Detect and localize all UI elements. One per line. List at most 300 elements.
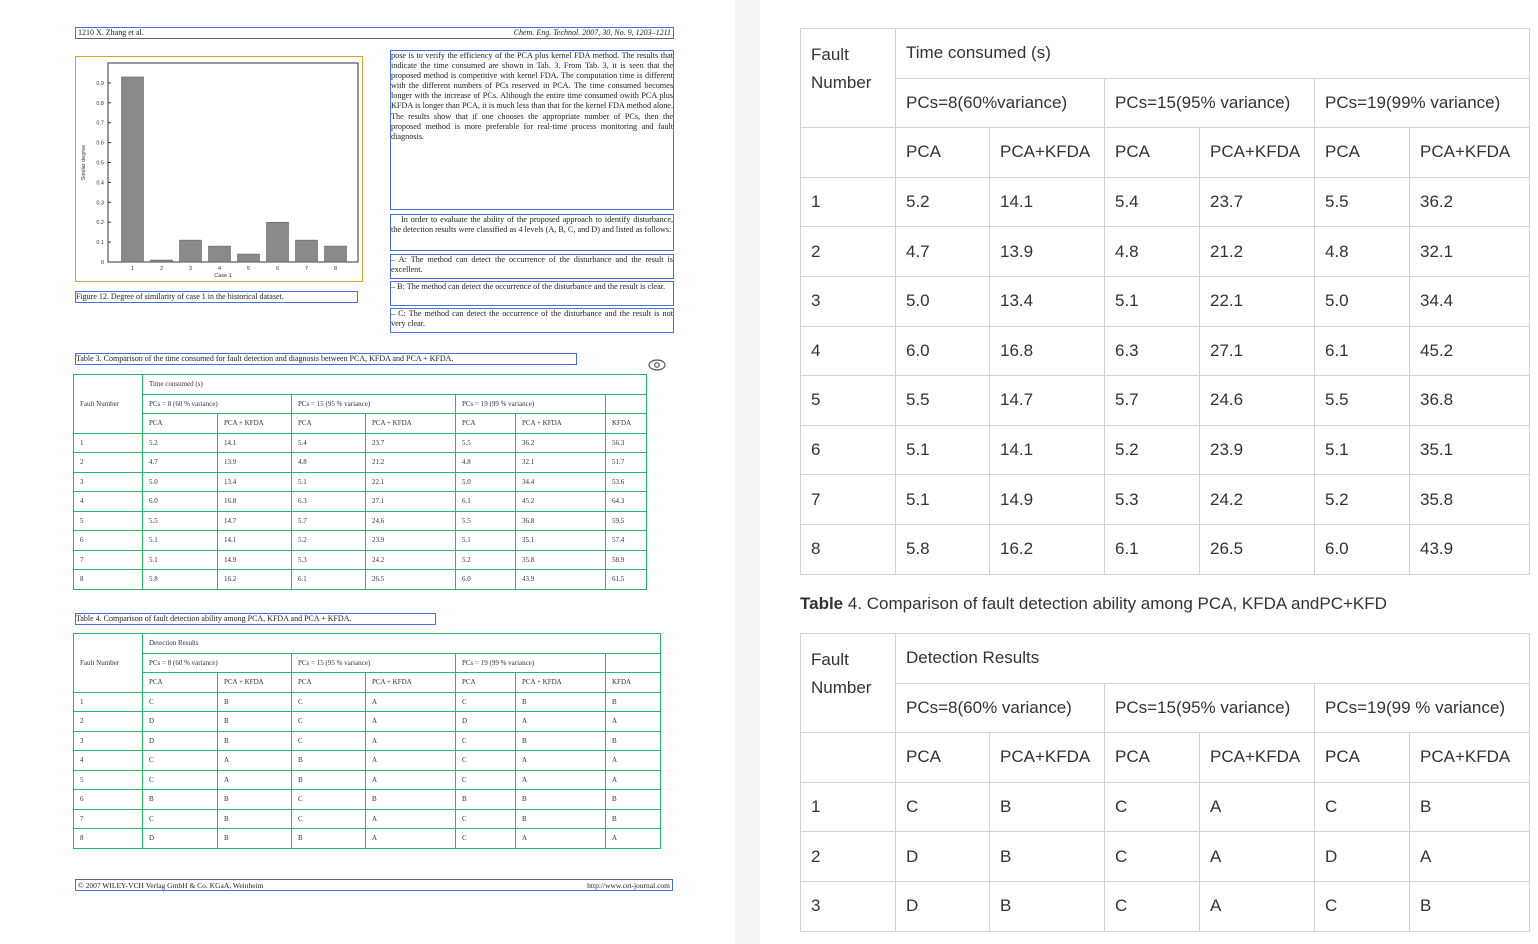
x-tick-label: 4 xyxy=(217,266,222,272)
value-cell: A xyxy=(1200,782,1315,832)
header-right: Chem. Eng. Technol. 2007, 30, No. 9, 1203–1211 xyxy=(513,28,671,37)
table-row[interactable] xyxy=(801,881,1530,931)
table-row[interactable] xyxy=(74,790,661,810)
value-cell: D xyxy=(143,712,218,732)
value-cell: C xyxy=(1105,782,1200,832)
value-cell: B xyxy=(516,809,606,829)
value-cell: 26.5 xyxy=(1200,524,1315,574)
value-cell: A xyxy=(366,809,456,829)
value-cell: B xyxy=(1410,881,1530,931)
fault-number-cell: 1 xyxy=(74,433,143,453)
fault-number-cell: 8 xyxy=(74,829,143,849)
fault-number-cell: 6 xyxy=(74,790,143,810)
value-cell: A xyxy=(606,751,661,771)
value-cell: 14.1 xyxy=(990,177,1105,227)
value-cell: 14.1 xyxy=(990,425,1105,475)
value-cell: 6.1 xyxy=(292,570,366,590)
header-row xyxy=(74,394,647,414)
table-row[interactable] xyxy=(74,453,647,473)
bar-case-2 xyxy=(151,260,173,262)
x-tick-label: 8 xyxy=(333,266,338,272)
value-cell: 5.1 xyxy=(1105,276,1200,326)
value-cell: A xyxy=(366,692,456,712)
bullet-level-c[interactable]: – C: The method can detect the occurrence of the disturbance and the result is not very clear. xyxy=(390,308,674,333)
header-row xyxy=(801,29,1530,79)
fault-number-cell: 5 xyxy=(74,511,143,531)
pcs-group-header: PCs=19(99% variance) xyxy=(1315,78,1530,128)
value-cell: 13.9 xyxy=(990,227,1105,277)
header-row xyxy=(801,733,1530,783)
value-cell: A xyxy=(1200,881,1315,931)
value-cell: 53.6 xyxy=(606,472,647,492)
value-cell: B xyxy=(218,731,292,751)
pcs-group-header: PCs = 8 (60 % variance) xyxy=(143,394,292,414)
value-cell: 5.5 xyxy=(456,433,516,453)
caption-bold: Table xyxy=(800,594,844,613)
value-cell: 4.7 xyxy=(896,227,990,277)
table-row[interactable] xyxy=(801,475,1530,525)
value-cell: 16.8 xyxy=(990,326,1105,376)
value-cell: B xyxy=(516,692,606,712)
method-header: PCA + KFDA xyxy=(218,414,292,434)
value-cell: D xyxy=(896,881,990,931)
value-cell: C xyxy=(292,692,366,712)
group-header: Detection Results xyxy=(143,634,661,654)
value-cell: 5.5 xyxy=(896,376,990,426)
value-cell: 22.1 xyxy=(1200,276,1315,326)
value-cell: A xyxy=(366,751,456,771)
pcs-group-header: PCs=19(99 % variance) xyxy=(1315,683,1530,733)
value-cell: 14.1 xyxy=(218,531,292,551)
value-cell: B xyxy=(218,790,292,810)
header-row xyxy=(801,683,1530,733)
header-row xyxy=(801,128,1530,178)
table-row[interactable] xyxy=(801,326,1530,376)
table-row[interactable] xyxy=(74,731,661,751)
value-cell: 14.1 xyxy=(218,433,292,453)
bar-case-5 xyxy=(238,254,260,262)
fault-number-cell: 2 xyxy=(74,453,143,473)
fault-number-cell: 6 xyxy=(74,531,143,551)
value-cell: 14.7 xyxy=(218,511,292,531)
value-cell: B xyxy=(606,790,661,810)
bar-case-7 xyxy=(296,240,318,262)
plot-frame xyxy=(108,63,358,262)
table-row[interactable] xyxy=(74,692,661,712)
bar-case-6 xyxy=(267,222,289,262)
value-cell: C xyxy=(143,692,218,712)
table-row[interactable] xyxy=(74,433,647,453)
method-header: KFDA xyxy=(606,414,647,434)
value-cell: 27.1 xyxy=(1200,326,1315,376)
fault-number-header: Fault Number xyxy=(74,634,143,693)
header-row xyxy=(74,653,661,673)
value-cell: 59.5 xyxy=(606,511,647,531)
value-cell: 6.1 xyxy=(456,492,516,512)
value-cell: 6.1 xyxy=(1105,524,1200,574)
pcs-group-header: PCs=15(95% variance) xyxy=(1105,683,1315,733)
value-cell: C xyxy=(1105,832,1200,882)
y-tick-label: 0.2 xyxy=(96,220,104,227)
value-cell: A xyxy=(1200,832,1315,882)
value-cell: 4.8 xyxy=(292,453,366,473)
x-axis-label: Case 1 xyxy=(214,273,232,279)
bar-case-4 xyxy=(209,246,231,262)
value-cell: 5.2 xyxy=(1315,475,1410,525)
header-row xyxy=(74,414,647,434)
table-row[interactable] xyxy=(74,809,661,829)
value-cell: A xyxy=(366,712,456,732)
table-row[interactable] xyxy=(801,227,1530,277)
y-axis-label: Similar degree xyxy=(81,144,87,181)
method-header: PCA+KFDA xyxy=(1200,128,1315,178)
header-row xyxy=(801,634,1530,684)
page-footer xyxy=(75,879,673,891)
eye-icon[interactable] xyxy=(648,358,666,372)
value-cell: B xyxy=(456,790,516,810)
value-cell: A xyxy=(606,829,661,849)
value-cell: 5.1 xyxy=(896,475,990,525)
bar-case-8 xyxy=(325,246,347,262)
empty-header-cell xyxy=(606,653,661,673)
x-tick-label: 1 xyxy=(130,266,135,272)
value-cell: 5.4 xyxy=(292,433,366,453)
figure-12-caption[interactable]: Figure 12. Degree of similarity of case 1 in the historical dataset. xyxy=(75,291,358,303)
pcs-group-header: PCs=15(95% variance) xyxy=(1105,78,1315,128)
y-tick-label: 0 xyxy=(100,260,104,266)
value-cell: 58.9 xyxy=(606,550,647,570)
value-cell: 5.3 xyxy=(292,550,366,570)
value-cell: 21.2 xyxy=(366,453,456,473)
table-row[interactable] xyxy=(74,751,661,771)
value-cell: 32.1 xyxy=(1410,227,1530,277)
table-row[interactable] xyxy=(74,550,647,570)
value-cell: 4.7 xyxy=(143,453,218,473)
value-cell: C xyxy=(292,712,366,732)
figure-12-chart xyxy=(76,57,362,281)
table-row[interactable] xyxy=(801,376,1530,426)
table-row[interactable] xyxy=(74,829,661,849)
x-tick-label: 5 xyxy=(246,266,251,272)
x-tick-label: 7 xyxy=(304,266,309,272)
value-cell: 45.2 xyxy=(516,492,606,512)
fault-number-cell: 1 xyxy=(74,692,143,712)
value-cell: A xyxy=(218,770,292,790)
pdf-table-4[interactable] xyxy=(73,633,661,849)
value-cell: B xyxy=(218,809,292,829)
pcs-group-header: PCs=8(60% variance) xyxy=(896,683,1105,733)
table-row[interactable] xyxy=(74,770,661,790)
value-cell: 23.7 xyxy=(366,433,456,453)
table-row[interactable] xyxy=(74,570,647,590)
value-cell: A xyxy=(606,770,661,790)
value-cell: 45.2 xyxy=(1410,326,1530,376)
value-cell: 35.8 xyxy=(516,550,606,570)
value-cell: 5.7 xyxy=(292,511,366,531)
value-cell: 34.4 xyxy=(1410,276,1530,326)
value-cell: 34.4 xyxy=(516,472,606,492)
method-header: PCA+KFDA xyxy=(1410,128,1530,178)
value-cell: 16.2 xyxy=(990,524,1105,574)
paragraph-detection-levels[interactable]: In order to evaluate the ability of the proposed approach to identify disturbance, the detection results were classified as 4 levels (A, B, C, and D) and listed as follows: xyxy=(390,214,674,251)
extracted-table-3[interactable] xyxy=(800,28,1530,575)
value-cell: 36.8 xyxy=(516,511,606,531)
table-row[interactable] xyxy=(801,425,1530,475)
paragraph-time-consumed[interactable]: pose is to verify the efficiency of the PCA plus kernel FDA method. The results that indicate the time consumed are shown in Tab. 3. From Tab. 3, it is seen that the proposed method is competitive with kernel FDA. The computation time is different with the different numbers of PCs reserved in PCA. The time consumed becomes longer with the increase of PCs. Although the entire time consumed owith PCA plus KFDA is longer than PCA, it is much less than that for the kernel FDA method alone. The results show that if one chooses the appropriate number of PCs, then the proposed method is more preferable for real-time process monitoring and fault diagnosis. xyxy=(390,50,674,210)
fault-number-cell: 5 xyxy=(74,770,143,790)
bar-case-1 xyxy=(122,77,144,262)
value-cell: B xyxy=(606,731,661,751)
value-cell: 5.1 xyxy=(143,550,218,570)
value-cell: B xyxy=(218,692,292,712)
fault-number-cell: 3 xyxy=(74,731,143,751)
value-cell: 5.8 xyxy=(896,524,990,574)
value-cell: 5.1 xyxy=(1315,425,1410,475)
value-cell: 5.2 xyxy=(292,531,366,551)
value-cell: 4.8 xyxy=(456,453,516,473)
table-row[interactable] xyxy=(74,531,647,551)
value-cell: 5.3 xyxy=(1105,475,1200,525)
extracted-table-4-caption xyxy=(800,594,1387,614)
value-cell: 4.8 xyxy=(1315,227,1410,277)
x-tick-label: 3 xyxy=(188,266,193,272)
value-cell: B xyxy=(606,809,661,829)
value-cell: 5.0 xyxy=(456,472,516,492)
value-cell: 5.2 xyxy=(1105,425,1200,475)
value-cell: C xyxy=(456,751,516,771)
value-cell: C xyxy=(292,731,366,751)
method-header: PCA + KFDA xyxy=(366,673,456,693)
value-cell: 13.4 xyxy=(218,472,292,492)
value-cell: 6.0 xyxy=(1315,524,1410,574)
value-cell: 51.7 xyxy=(606,453,647,473)
fault-number-cell: 6 xyxy=(801,425,896,475)
pane-divider[interactable] xyxy=(735,0,760,944)
value-cell: A xyxy=(516,829,606,849)
value-cell: 5.5 xyxy=(456,511,516,531)
value-cell: C xyxy=(143,770,218,790)
table-row[interactable] xyxy=(801,782,1530,832)
value-cell: 14.9 xyxy=(990,475,1105,525)
fault-number-cell: 8 xyxy=(74,570,143,590)
value-cell: 5.5 xyxy=(1315,376,1410,426)
method-header: PCA xyxy=(1105,128,1200,178)
bullet-level-a[interactable]: – A: The method can detect the occurrence of the disturbance and the result is excellent. xyxy=(390,254,674,279)
value-cell: 14.7 xyxy=(990,376,1105,426)
footer-right: http://www.cet-journal.com xyxy=(587,881,670,890)
value-cell: C xyxy=(1315,881,1410,931)
value-cell: A xyxy=(218,751,292,771)
y-tick-label: 0.6 xyxy=(96,140,104,147)
value-cell: 24.6 xyxy=(366,511,456,531)
table-3-caption[interactable]: Table 3. Comparison of the time consumed for fault detection and diagnosis between PCA, KFDA and PCA + KFDA. xyxy=(75,353,577,365)
value-cell: C xyxy=(456,829,516,849)
fault-number-cell: 4 xyxy=(74,751,143,771)
value-cell: 35.1 xyxy=(1410,425,1530,475)
method-header: PCA+KFDA xyxy=(1410,733,1530,783)
value-cell: C xyxy=(292,790,366,810)
table-row[interactable] xyxy=(801,177,1530,227)
value-cell: 61.5 xyxy=(606,570,647,590)
fault-number-cell: 4 xyxy=(801,326,896,376)
value-cell: B xyxy=(366,790,456,810)
pcs-group-header: PCs = 19 (99 % variance) xyxy=(456,394,606,414)
table-4-caption[interactable]: Table 4. Comparison of fault detection ability among PCA, KFDA and PCA + KFDA. xyxy=(75,613,436,625)
table-row[interactable] xyxy=(74,511,647,531)
value-cell: 5.7 xyxy=(1105,376,1200,426)
value-cell: A xyxy=(1410,832,1530,882)
value-cell: 22.1 xyxy=(366,472,456,492)
method-header: PCA + KFDA xyxy=(516,673,606,693)
fault-number-cell: 1 xyxy=(801,782,896,832)
bullet-level-b[interactable]: – B: The method can detect the occurrence of the disturbance and the result is clear. xyxy=(390,281,674,306)
method-header: PCA xyxy=(456,673,516,693)
value-cell: 5.1 xyxy=(143,531,218,551)
fault-number-cell: 2 xyxy=(801,227,896,277)
pdf-table-3[interactable] xyxy=(73,374,647,590)
page-header xyxy=(75,27,674,39)
value-cell: 5.1 xyxy=(292,472,366,492)
value-cell: C xyxy=(456,731,516,751)
value-cell: 13.9 xyxy=(218,453,292,473)
table-row[interactable] xyxy=(74,492,647,512)
pcs-group-header: PCs=8(60%variance) xyxy=(896,78,1105,128)
pdf-page-view[interactable] xyxy=(0,0,760,944)
method-header: PCA+KFDA xyxy=(990,733,1105,783)
footer-left: © 2007 WILEY-VCH Verlag GmbH & Co. KGaA, Weinheim xyxy=(78,881,264,890)
header-row xyxy=(74,673,661,693)
value-cell: B xyxy=(218,712,292,732)
y-tick-label: 0.5 xyxy=(96,160,104,167)
value-cell: D xyxy=(143,731,218,751)
pcs-group-header: PCs = 8 (60 % variance) xyxy=(143,653,292,673)
method-header: PCA xyxy=(456,414,516,434)
value-cell: 26.5 xyxy=(366,570,456,590)
value-cell: 23.9 xyxy=(1200,425,1315,475)
group-header: Detection Results xyxy=(896,634,1530,684)
value-cell: B xyxy=(990,881,1105,931)
value-cell: 27.1 xyxy=(366,492,456,512)
value-cell: B xyxy=(292,829,366,849)
method-header: PCA xyxy=(896,128,990,178)
fault-number-cell: 2 xyxy=(801,832,896,882)
fault-number-cell: 8 xyxy=(801,524,896,574)
value-cell: C xyxy=(456,692,516,712)
method-header: PCA xyxy=(143,673,218,693)
value-cell: B xyxy=(606,692,661,712)
figure-12-box[interactable] xyxy=(75,56,363,282)
value-cell: 24.2 xyxy=(366,550,456,570)
value-cell: 6.0 xyxy=(143,492,218,512)
extracted-content-view[interactable] xyxy=(760,0,1538,944)
table-row[interactable] xyxy=(801,276,1530,326)
table-row[interactable] xyxy=(74,472,647,492)
fault-number-cell: 3 xyxy=(801,276,896,326)
x-tick-label: 6 xyxy=(275,266,280,272)
y-tick-label: 0.4 xyxy=(96,180,104,187)
value-cell: B xyxy=(143,790,218,810)
value-cell: 23.9 xyxy=(366,531,456,551)
value-cell: 5.2 xyxy=(896,177,990,227)
caption-rest: 4. Comparison of fault detection ability among PCA, KFDA andPC+KFD xyxy=(843,594,1387,613)
value-cell: 5.0 xyxy=(896,276,990,326)
method-header: PCA xyxy=(1315,128,1410,178)
value-cell: 35.1 xyxy=(516,531,606,551)
value-cell: 32.1 xyxy=(516,453,606,473)
x-tick-label: 2 xyxy=(159,266,164,272)
pcs-group-header: PCs = 15 (95 % variance) xyxy=(292,394,456,414)
value-cell: 5.4 xyxy=(1105,177,1200,227)
method-header: PCA+KFDA xyxy=(990,128,1105,178)
value-cell: 6.0 xyxy=(896,326,990,376)
fault-number-cell: 7 xyxy=(74,550,143,570)
value-cell: 4.8 xyxy=(1105,227,1200,277)
value-cell: B xyxy=(990,832,1105,882)
table-row[interactable] xyxy=(801,832,1530,882)
fault-number-cell: 3 xyxy=(801,881,896,931)
value-cell: 5.1 xyxy=(456,531,516,551)
header-row xyxy=(74,634,661,654)
value-cell: 36.2 xyxy=(1410,177,1530,227)
value-cell: B xyxy=(218,829,292,849)
value-cell: 5.0 xyxy=(1315,276,1410,326)
value-cell: B xyxy=(292,751,366,771)
y-tick-label: 0.8 xyxy=(96,100,104,107)
value-cell: A xyxy=(366,731,456,751)
fault-number-cell: 1 xyxy=(801,177,896,227)
pcs-group-header: PCs = 19 (99 % variance) xyxy=(456,653,606,673)
value-cell: 23.7 xyxy=(1200,177,1315,227)
value-cell: C xyxy=(456,770,516,790)
value-cell: 57.4 xyxy=(606,531,647,551)
empty-header-cell xyxy=(606,394,647,414)
value-cell: D xyxy=(143,829,218,849)
value-cell: C xyxy=(1105,881,1200,931)
bar-case-3 xyxy=(180,240,202,262)
method-header: PCA + KFDA xyxy=(516,414,606,434)
group-header: Time consumed (s) xyxy=(143,375,647,395)
table-row[interactable] xyxy=(74,712,661,732)
value-cell: D xyxy=(1315,832,1410,882)
method-header: PCA xyxy=(292,673,366,693)
value-cell: D xyxy=(456,712,516,732)
y-tick-label: 0.1 xyxy=(96,240,104,247)
value-cell: 36.8 xyxy=(1410,376,1530,426)
y-tick-label: 0.3 xyxy=(96,200,104,207)
value-cell: A xyxy=(516,712,606,732)
value-cell: B xyxy=(516,731,606,751)
value-cell: 5.5 xyxy=(1315,177,1410,227)
fault-number-cell: 3 xyxy=(74,472,143,492)
value-cell: C xyxy=(1315,782,1410,832)
group-header: Time consumed (s) xyxy=(896,29,1530,79)
fault-number-cell: 2 xyxy=(74,712,143,732)
fault-number-cell: 7 xyxy=(801,475,896,525)
fault-number-header: Fault Number xyxy=(74,375,143,434)
value-cell: 14.9 xyxy=(218,550,292,570)
header-row xyxy=(801,78,1530,128)
method-header: PCA xyxy=(1315,733,1410,783)
value-cell: A xyxy=(366,829,456,849)
value-cell: A xyxy=(516,770,606,790)
fault-number-header: Fault Number xyxy=(801,29,896,128)
value-cell: A xyxy=(606,712,661,732)
table-row[interactable] xyxy=(801,524,1530,574)
extracted-table-4[interactable] xyxy=(800,633,1530,932)
empty-header-cell xyxy=(801,733,896,783)
value-cell: 13.4 xyxy=(990,276,1105,326)
value-cell: 5.2 xyxy=(456,550,516,570)
